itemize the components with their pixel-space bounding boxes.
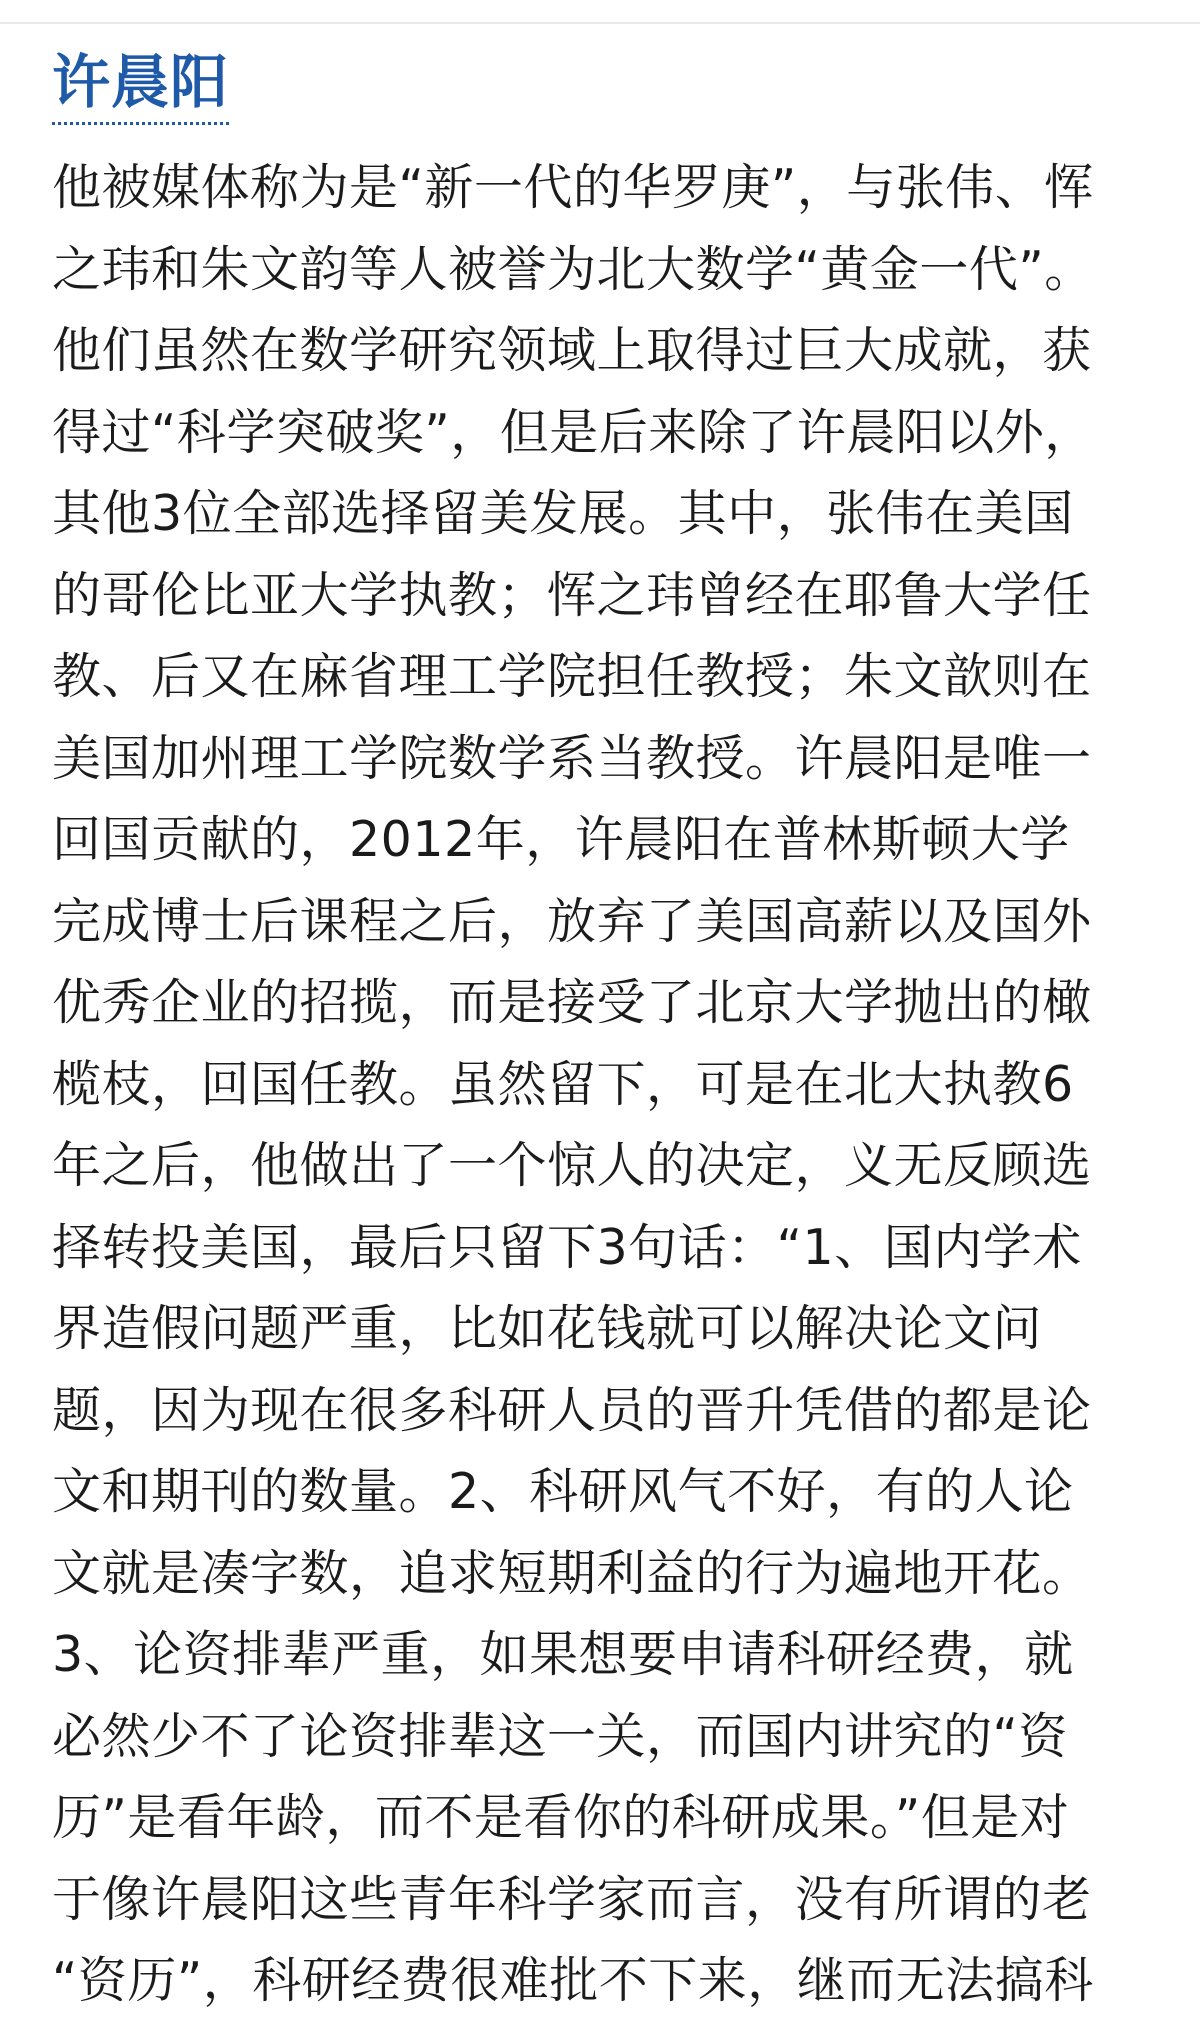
paragraph-line: 优秀企业的招揽，而是接受了北京大学抛出的橄 bbox=[52, 974, 1092, 1031]
paragraph-line: 于像许晨阳这些青年科学家而言，没有所谓的老 bbox=[52, 1870, 1092, 1928]
paragraph-line: 之玮和朱文韵等人被誉为北大数学“黄金一代”。 bbox=[52, 240, 1094, 298]
paragraph-line: 回国贡献的，2012年，许晨阳在普林斯顿大学 bbox=[52, 811, 1070, 868]
paragraph-line: 历”是看年龄，而不是看你的科研成果。”但是对 bbox=[52, 1789, 1070, 1846]
paragraph-line: 完成博士后课程之后，放弃了美国高薪以及国外 bbox=[52, 892, 1092, 950]
article-paragraph bbox=[52, 147, 1152, 2022]
paragraph-line: 文就是凑字数，追求短期利益的行为遍地开花。 bbox=[52, 1544, 1092, 1602]
paragraph-line: 3、论资排辈严重，如果想要申请科研经费，就 bbox=[52, 1626, 1074, 1683]
paragraph-line: 教、后又在麻省理工学院担任教授；朱文歆则在 bbox=[52, 648, 1092, 705]
paragraph-line: 美国加州理工学院数学系当教授。许晨阳是唯一 bbox=[52, 729, 1092, 787]
paragraph-line: 其他3位全部选择留美发展。其中，张伟在美国 bbox=[52, 485, 1074, 542]
paragraph-line: 择转投美国，最后只留下3句话：“1、国内学术 bbox=[52, 1218, 1082, 1276]
paragraph-line: “资历”，科研经费很难批不下来，继而无法搞科 bbox=[52, 1952, 1094, 2009]
paragraph-line: 年之后，他做出了一个惊人的决定，义无反顾选 bbox=[52, 1137, 1092, 1194]
paragraph-line: 得过“科学突破奖”，但是后来除了许晨阳以外， bbox=[52, 403, 1094, 461]
paragraph-line: 必然少不了论资排辈这一关，而国内讲究的“资 bbox=[52, 1707, 1068, 1765]
person-name-link[interactable]: 许晨阳 bbox=[52, 44, 229, 125]
paragraph-line: 界造假问题严重，比如花钱就可以解决论文问 bbox=[52, 1300, 1043, 1357]
paragraph-line: 文和期刊的数量。2、科研风气不好，有的人论 bbox=[52, 1463, 1074, 1520]
paragraph-line: 题，因为现在很多科研人员的晋升凭借的都是论 bbox=[52, 1381, 1092, 1439]
paragraph-line: 榄枝，回国任教。虽然留下，可是在北大执教6 bbox=[52, 1055, 1074, 1113]
article-body bbox=[52, 44, 1152, 2022]
top-divider bbox=[0, 22, 1200, 24]
paragraph-line: 他们虽然在数学研究领域上取得过巨大成就，获 bbox=[52, 322, 1092, 379]
paragraph-line: 的哥伦比亚大学执教；恽之玮曾经在耶鲁大学任 bbox=[52, 566, 1092, 624]
paragraph-line: 他被媒体称为是“新一代的华罗庚”，与张伟、恽 bbox=[52, 159, 1094, 216]
